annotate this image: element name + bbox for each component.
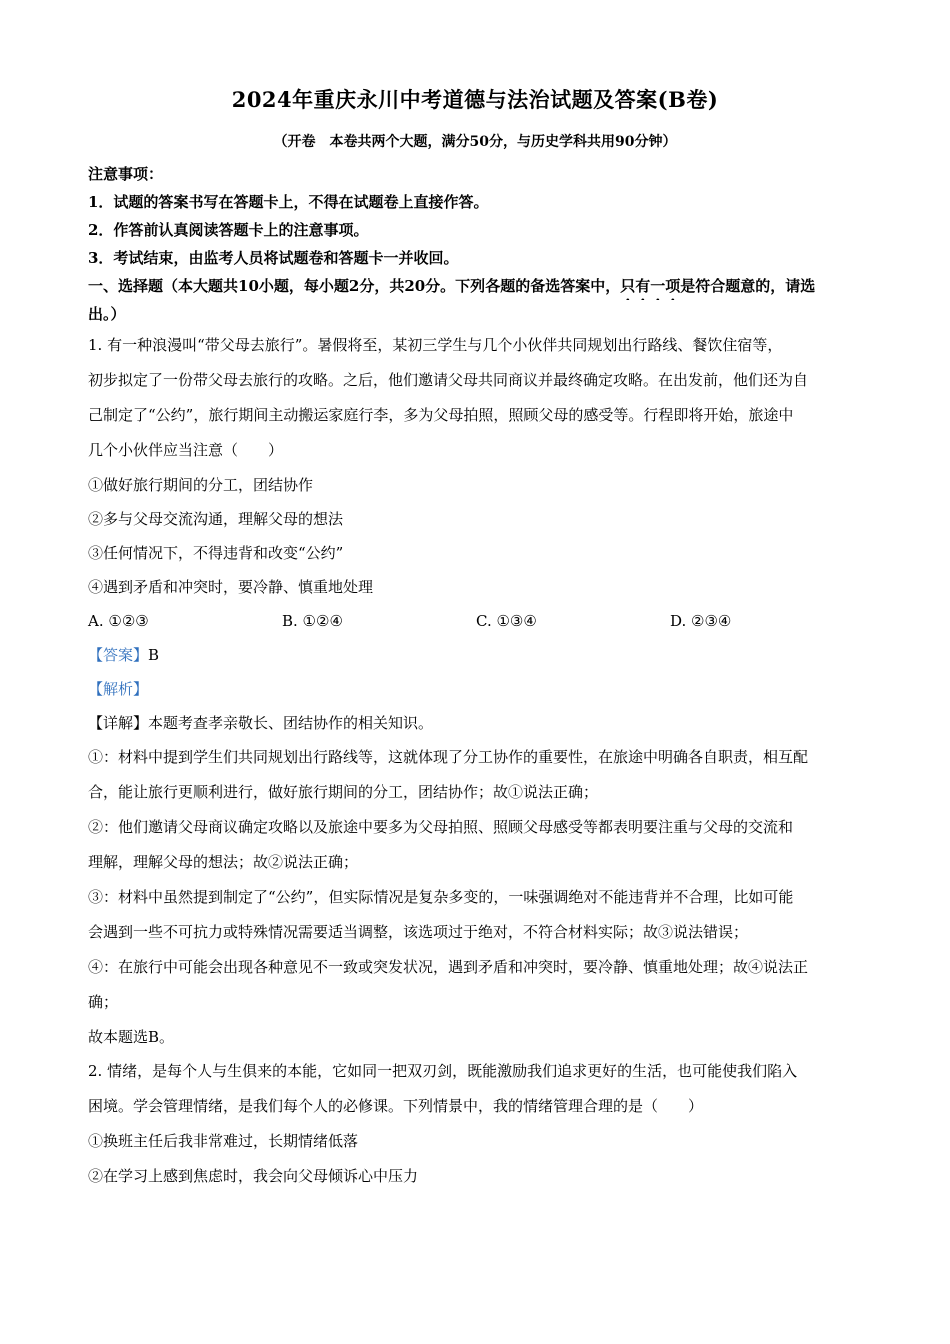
question-stem-line: 1. 有一种浪漫叫“带父母去旅行”。暑假将至，某初三学生与几个小伙伴共同规划出行路线、餐饮住宿等， [88, 336, 783, 354]
choice-c: C. ①③④ [476, 612, 537, 630]
answer-value: B [148, 646, 160, 664]
detail-label: 【详解】 [88, 714, 149, 732]
question-option: ④遇到矛盾和冲突时，要冷静、慎重地处理 [88, 578, 374, 596]
question-stem-line: 初步拟定了一份带父母去旅行的攻略。之后，他们邀请父母共同商议并最终确定攻略。在出发前，他们还为自 [88, 371, 809, 389]
section-heading [88, 272, 864, 300]
analysis-label: 【解析】 [88, 680, 149, 698]
question-stem-line: 几个小伙伴应当注意（ ） [88, 441, 284, 459]
question-stem-line: 2. 情绪，是每个人与生俱来的本能，它如同一把双刃剑，既能激励我们追求更好的生活，也可能使我们陷入 [88, 1062, 798, 1080]
question-option: ①做好旅行期间的分工，团结协作 [88, 476, 314, 494]
notice-item: 3．考试结束，由监考人员将试题卷和答题卡一并收回。 [88, 249, 459, 267]
section-heading-cont: 出。） [88, 305, 126, 323]
explanation-line: 合，能让旅行更顺利进行，做好旅行期间的分工，团结协作；故①说法正确； [88, 783, 599, 801]
question-option: ①换班主任后我非常难过，长期情绪低落 [88, 1132, 359, 1150]
section-heading-text-end: 是符合题意的，请选 [680, 277, 816, 295]
answer-label: 【答案】 [88, 646, 149, 664]
notice-item: 1．试题的答案书写在答题卡上，不得在试题卷上直接作答。 [88, 193, 489, 211]
choice-d: D. ②③④ [670, 612, 732, 630]
section-heading-emphasis: 只有一项 [620, 277, 681, 295]
answer-line [88, 638, 864, 672]
explanation-line: 会遇到一些不可抗力或特殊情况需要适当调整，该选项过于绝对，不符合材料实际；故③说法错误； [88, 923, 749, 941]
question-option: ②多与父母交流沟通，理解父母的想法 [88, 510, 344, 528]
explanation-line: 理解，理解父母的想法；故②说法正确； [88, 853, 359, 871]
choice-a: A. ①②③ [88, 612, 149, 630]
analysis-line [88, 672, 864, 706]
detail-line [88, 706, 864, 740]
notice-item: 2．作答前认真阅读答题卡上的注意事项。 [88, 221, 369, 239]
page-subtitle: （开卷 本卷共两个大题，满分50分，与历史学科共用90分钟） [273, 134, 677, 150]
explanation-line: ②：他们邀请父母商议确定攻略以及旅途中要多为父母拍照、照顾父母感受等都表明要注重与父母的交流和 [88, 818, 794, 836]
explanation-line: ①：材料中提到学生们共同规划出行路线等，这就体现了分工协作的重要性，在旅途中明确各自职责，相互配 [88, 748, 809, 766]
notice-heading: 注意事项： [88, 165, 164, 183]
question-stem-line: 困境。学会管理情绪，是我们每个人的必修课。下列情景中，我的情绪管理合理的是（ ） [88, 1097, 704, 1115]
page-title: 2024年重庆永川中考道德与法治试题及答案(B卷) [231, 87, 719, 112]
explanation-line: ③：材料中虽然提到制定了“公约”，但实际情况是复杂多变的，一味强调绝对不能违背并不合理，比如可能 [88, 888, 794, 906]
section-heading-text: 一、选择题（本大题共10小题，每小题2分，共20分。下列各题的备选答案中， [88, 277, 621, 295]
question-stem-line: 己制定了“公约”，旅行期间主动搬运家庭行李，多为父母拍照，照顾父母的感受等。行程即将开始，旅途中 [88, 406, 794, 424]
question-option: ③任何情况下，不得违背和改变“公约” [88, 544, 344, 562]
question-option: ②在学习上感到焦虑时，我会向父母倾诉心中压力 [88, 1167, 419, 1185]
answer-choices [88, 604, 864, 638]
page-content [88, 160, 864, 1194]
detail-intro: 本题考查孝亲敬长、团结协作的相关知识。 [148, 714, 434, 732]
explanation-line: ④：在旅行中可能会出现各种意见不一致或突发状况，遇到矛盾和冲突时，要冷静、慎重地处理；故④说法正 [88, 958, 809, 976]
choice-b: B. ①②④ [282, 612, 343, 630]
conclusion-line: 故本题选B。 [88, 1028, 175, 1046]
explanation-line: 确； [88, 993, 119, 1011]
